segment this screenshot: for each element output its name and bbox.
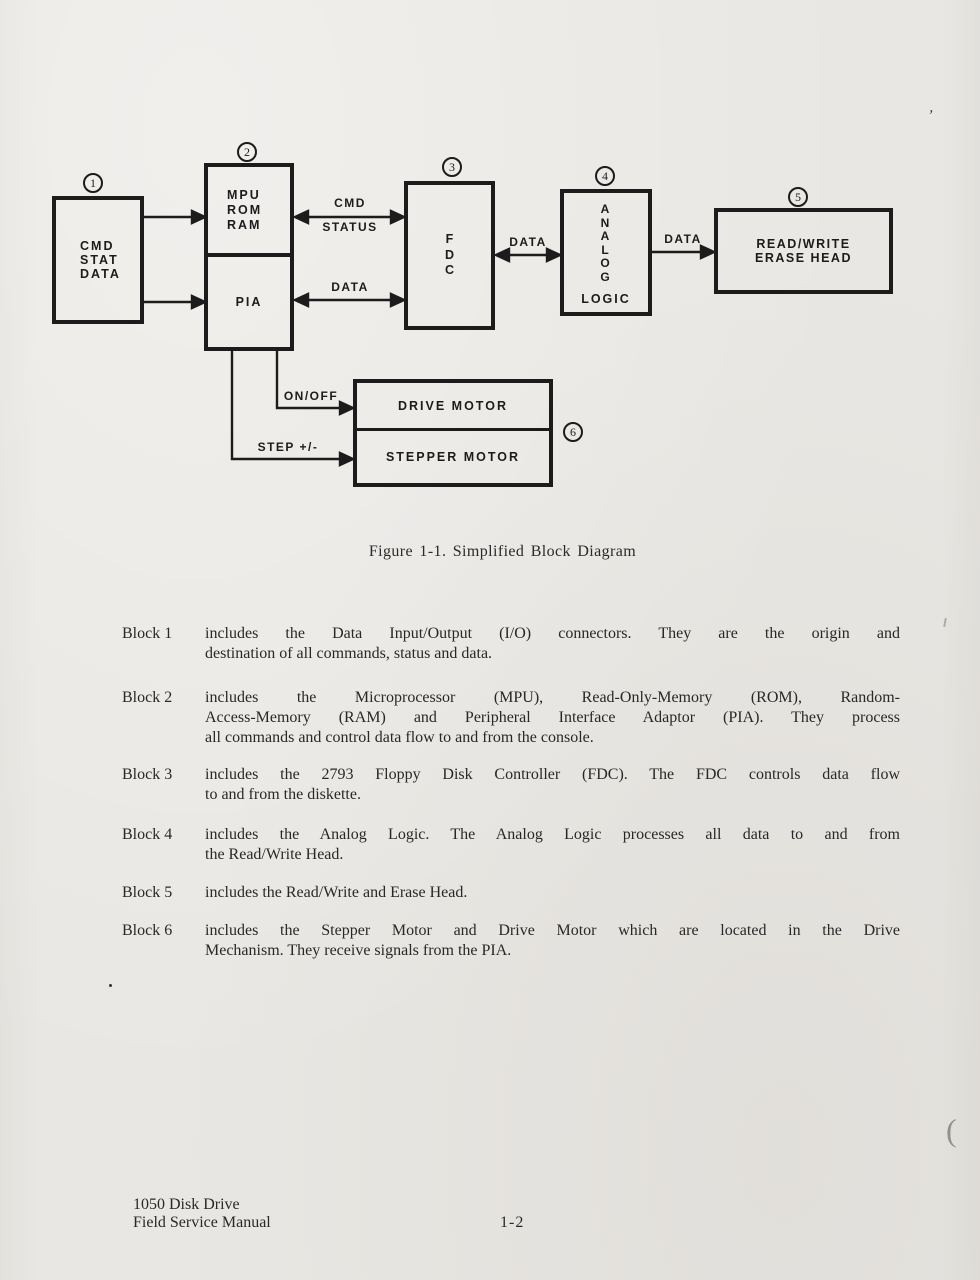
rw-head-line1: READ/WRITE xyxy=(756,237,851,251)
block-description-2 xyxy=(122,688,902,748)
text-line: Mechanism. They receive signals from the PIA. xyxy=(205,942,512,959)
fdc-letter-d: D xyxy=(444,247,455,262)
text-line: destination of all commands, status and data. xyxy=(205,645,493,662)
pia-label: PIA xyxy=(235,295,263,309)
mpu-label xyxy=(227,188,262,233)
signal-label-data-fdc: DATA xyxy=(509,235,547,249)
text-line: includes the Stepper Motor and Drive Motor which are located in the Drive xyxy=(205,922,900,939)
mpu-section xyxy=(208,167,290,257)
description-text xyxy=(205,883,900,903)
text-line: includes the Microprocessor (MPU), Read-Only-Memory (ROM), Random- xyxy=(205,689,900,706)
stepper-motor-section xyxy=(357,431,549,483)
description-text xyxy=(205,688,900,748)
block-number-3: 3 xyxy=(442,157,462,177)
page-number: 1-2 xyxy=(500,1214,525,1231)
analog-letter: O xyxy=(600,256,612,270)
block-description-4 xyxy=(122,825,902,865)
description-label: Block 3 xyxy=(122,766,173,783)
description-label: Block 1 xyxy=(122,625,173,642)
drive-motor-label: DRIVE MOTOR xyxy=(398,398,508,413)
block-io-line3: DATA xyxy=(80,267,121,281)
block-number-1: 1 xyxy=(83,173,103,193)
description-label: Block 6 xyxy=(122,922,173,939)
text-line: includes the Read/Write and Erase Head. xyxy=(205,884,468,901)
analog-letter: A xyxy=(600,202,612,216)
block-description-1 xyxy=(122,624,902,664)
analog-vertical-label xyxy=(564,203,648,284)
footer-line2: Field Service Manual xyxy=(133,1214,271,1231)
block-number-2: 2 xyxy=(237,142,257,162)
scan-artifact-slash xyxy=(943,618,946,627)
mpu-line1: MPU xyxy=(227,187,261,202)
signal-label-cmd: CMD xyxy=(334,196,366,210)
signal-label-on-off: ON/OFF xyxy=(283,389,339,403)
description-label: Block 4 xyxy=(122,826,173,843)
analog-letter: A xyxy=(600,229,612,243)
pia-section xyxy=(208,257,290,347)
text-line: the Read/Write Head. xyxy=(205,846,344,863)
text-line: includes the 2793 Floppy Disk Controller (FDC). The FDC controls data flow xyxy=(205,766,900,783)
block-description-3 xyxy=(122,765,902,805)
description-text xyxy=(205,825,900,865)
text-line: Access-Memory (RAM) and Peripheral Interface Adaptor (PIA). They process xyxy=(205,709,900,726)
stepper-motor-label: STEPPER MOTOR xyxy=(385,450,521,464)
description-text xyxy=(205,921,900,961)
fdc-letter-f: F xyxy=(445,232,454,247)
mpu-line3: RAM xyxy=(227,217,262,232)
figure-caption: Figure 1-1. Simplified Block Diagram xyxy=(368,543,637,560)
description-text xyxy=(205,765,900,805)
fdc-label xyxy=(445,232,454,279)
analog-letter: L xyxy=(601,242,611,257)
block-number-5: 5 xyxy=(788,187,808,207)
mpu-line2: ROM xyxy=(227,202,263,217)
signal-label-data-pia: DATA xyxy=(331,280,369,294)
diagram-block-analog-logic xyxy=(560,189,652,316)
block-io-line2: STAT xyxy=(80,253,119,267)
diagram-block-rw-head xyxy=(714,208,893,294)
scan-artifact-mark: ’ xyxy=(926,107,935,125)
description-text xyxy=(205,624,900,664)
text-line: to and from the diskette. xyxy=(205,786,361,803)
diagram-block-motors xyxy=(353,379,553,487)
scan-artifact-paren: ( xyxy=(946,1112,957,1148)
diagram-block-fdc xyxy=(404,181,495,330)
text-line: all commands and control data flow to and from the console. xyxy=(205,729,594,746)
signal-label-step: STEP +/- xyxy=(257,440,319,454)
footer-line1: 1050 Disk Drive xyxy=(133,1196,240,1213)
rw-head-line2: ERASE HEAD xyxy=(755,251,852,265)
description-label: Block 5 xyxy=(122,884,173,901)
diagram-block-io xyxy=(52,196,144,324)
analog-letter: G xyxy=(600,269,612,284)
signal-label-status: STATUS xyxy=(322,220,378,234)
block-description-6 xyxy=(122,921,902,961)
text-line: includes the Data Input/Output (I/O) connectors. They are the origin and xyxy=(205,625,900,642)
diagram-block-mpu-pia xyxy=(204,163,294,351)
drive-motor-section xyxy=(357,383,549,431)
block-io-label xyxy=(80,239,121,281)
block-number-6: 6 xyxy=(563,422,583,442)
description-label: Block 2 xyxy=(122,689,173,706)
block-number-4: 4 xyxy=(595,166,615,186)
analog-letter: N xyxy=(600,215,612,230)
block-io-line1: CMD xyxy=(80,239,115,253)
text-line: includes the Analog Logic. The Analog Logic processes all data to and from xyxy=(205,826,900,843)
signal-label-data-head: DATA xyxy=(664,232,702,246)
fdc-letter-c: C xyxy=(444,263,455,278)
footer-doc-title xyxy=(133,1196,271,1232)
logic-label: LOGIC xyxy=(581,292,631,306)
scan-artifact-dot xyxy=(109,984,112,987)
block-description-5 xyxy=(122,883,902,903)
